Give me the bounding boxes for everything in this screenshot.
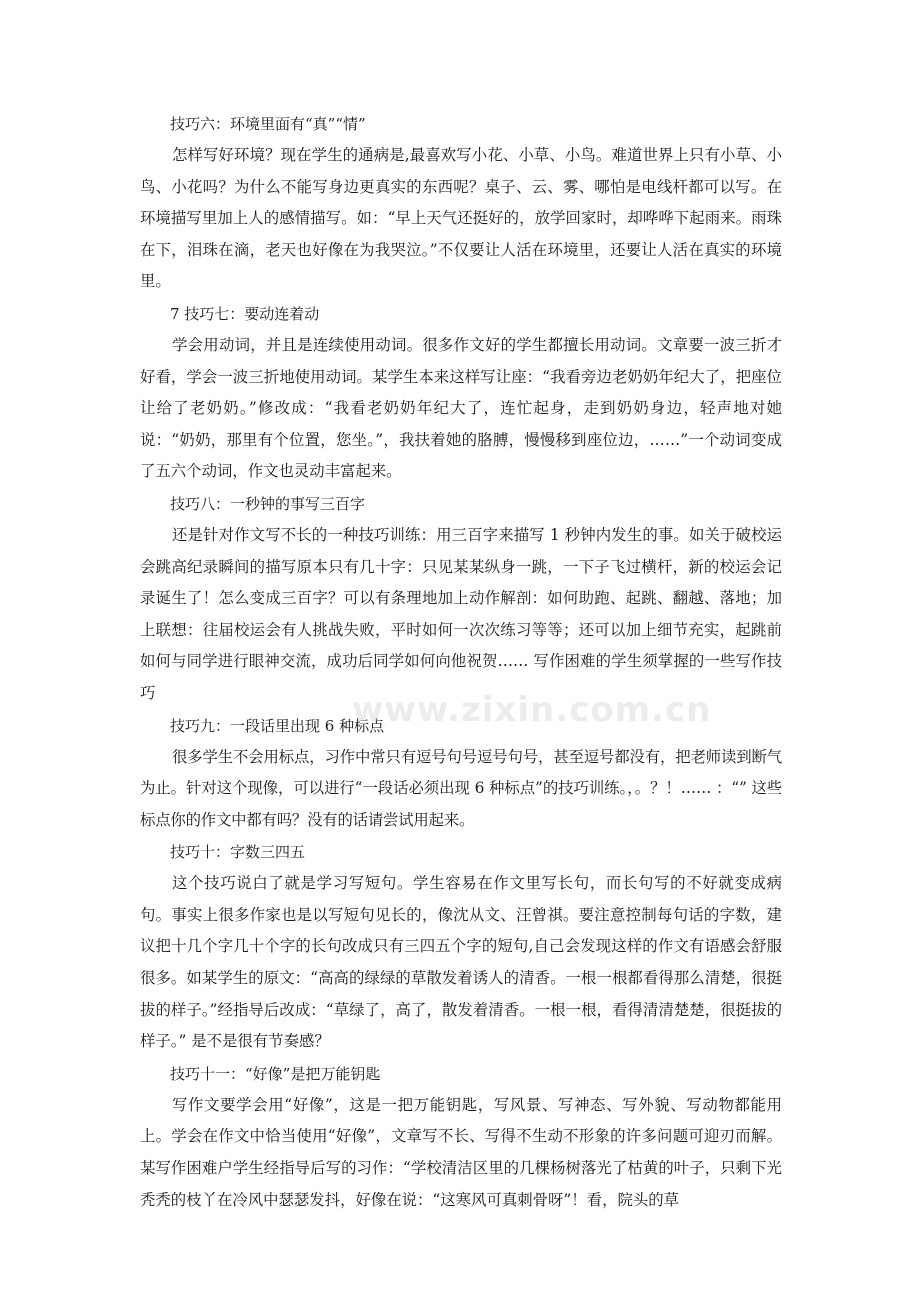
section-heading-7: 7 技巧七：要动连着动 bbox=[170, 304, 320, 323]
section-body-7: 学会用动词，并且是连续使用动词。很多作文好的学生都擅长用动词。文章要一波三折才好看，学会一波三折地使用动词。某学生本来这样写让座：“我看旁边老奶奶年纪大了，把座位让给了老奶奶。”修改成：“我看老奶奶年纪大了，连忙起身，走到奶奶身边，轻声地对她说：“奶奶，那里有个位置，您坐。”，我扶着她的胳膊，慢慢移到座位边，……”一个动词变成了五六个动词，作文也灵动丰富起来。 bbox=[140, 335, 782, 481]
section-body-8: 还是针对作文写不长的一种技巧训练：用三百字来描写 1 秒钟内发生的事。如关于破校运会跳高纪录瞬间的描写原本只有几十字：只见某某纵身一跳，一下子飞过横杆，新的校运会记录诞生了！怎么变成三百字？可以有条理地加上动作解剖：如何助跑、起跳、翻越、落地；加上联想：往届校运会有人挑战失败，平时如何一次次练习等等；还可以加上细节充实，起跳前如何与同学进行眼神交流，成功后同学如何向他祝贺…… 写作困难的学生须掌握的一些写作技巧 bbox=[140, 525, 782, 702]
section-heading-8: 技巧八：一秒钟的事写三百字 bbox=[170, 494, 366, 513]
section-heading-9: 技巧九：一段话里出现 6 种标点 bbox=[170, 716, 385, 735]
section-heading-6: 技巧六：环境里面有“真”“情” bbox=[170, 115, 366, 133]
document-page bbox=[140, 108, 782, 1216]
section-body-10: 这个技巧说白了就是学习写短句。学生容易在作文里写长句，而长句写的不好就变成病句。事实上很多作家也是以写短句见长的，像沈从文、汪曾祺。要注意控制每句话的字数，建议把十几个字几十个字的长句改成只有三四五个字的短句,自己会发现这样的作文有语感会舒服很多。如某学生的原文：“高高的绿绿的草散发着诱人的清香。一根一根都看得那么清楚，很挺拔的样子。”经指导后改成：“草绿了，高了，散发着清香。一根一根，看得清清楚楚，很挺拔的样子。” 是不是很有节奏感？ bbox=[140, 874, 782, 1051]
section-body-6: 怎样写好环境？现在学生的通病是,最喜欢写小花、小草、小鸟。难道世界上只有小草、小鸟、小花吗？为什么不能写身边更真实的东西呢？桌子、云、雾、哪怕是电线杆都可以写。在环境描写里加上人的感情描写。如：“早上天气还挺好的，放学回家时，却哗哗下起雨来。雨珠在下，泪珠在滴，老天也好像在为我哭泣。”不仅要让人活在环境里，还要让人活在真实的环境里。 bbox=[140, 146, 782, 291]
section-heading-10: 技巧十：字数三四五 bbox=[170, 843, 306, 862]
section-heading-11: 技巧十一：“好像”是把万能钥匙 bbox=[170, 1064, 381, 1083]
section-body-11: 写作文要学会用“好像”，这是一把万能钥匙，写风景、写神态、写外貌、写动物都能用上。学会在作文中恰当使用“好像”，文章写不长、写得不生动不形象的许多问题可迎刃而解。某写作困难户学生经指导后写的习作：“学校清洁区里的几棵杨树落光了枯黄的叶子，只剩下光秃秃的枝丫在冷风中瑟瑟发抖，好像在说：“这寒风可真刺骨呀”！看，院头的草 bbox=[140, 1095, 782, 1209]
watermark-text: www.zixin.com.cn bbox=[352, 690, 712, 730]
section-body-9: 很多学生不会用标点，习作中常只有逗号句号逗号句号，甚至逗号都没有，把老师读到断气为止。针对这个现像，可以进行“一段话必须出现 6 种标点”的技巧训练。，。？！…… ：“” 这些标点你的作文中都有吗？没有的话请尝试用起来。 bbox=[140, 747, 782, 829]
